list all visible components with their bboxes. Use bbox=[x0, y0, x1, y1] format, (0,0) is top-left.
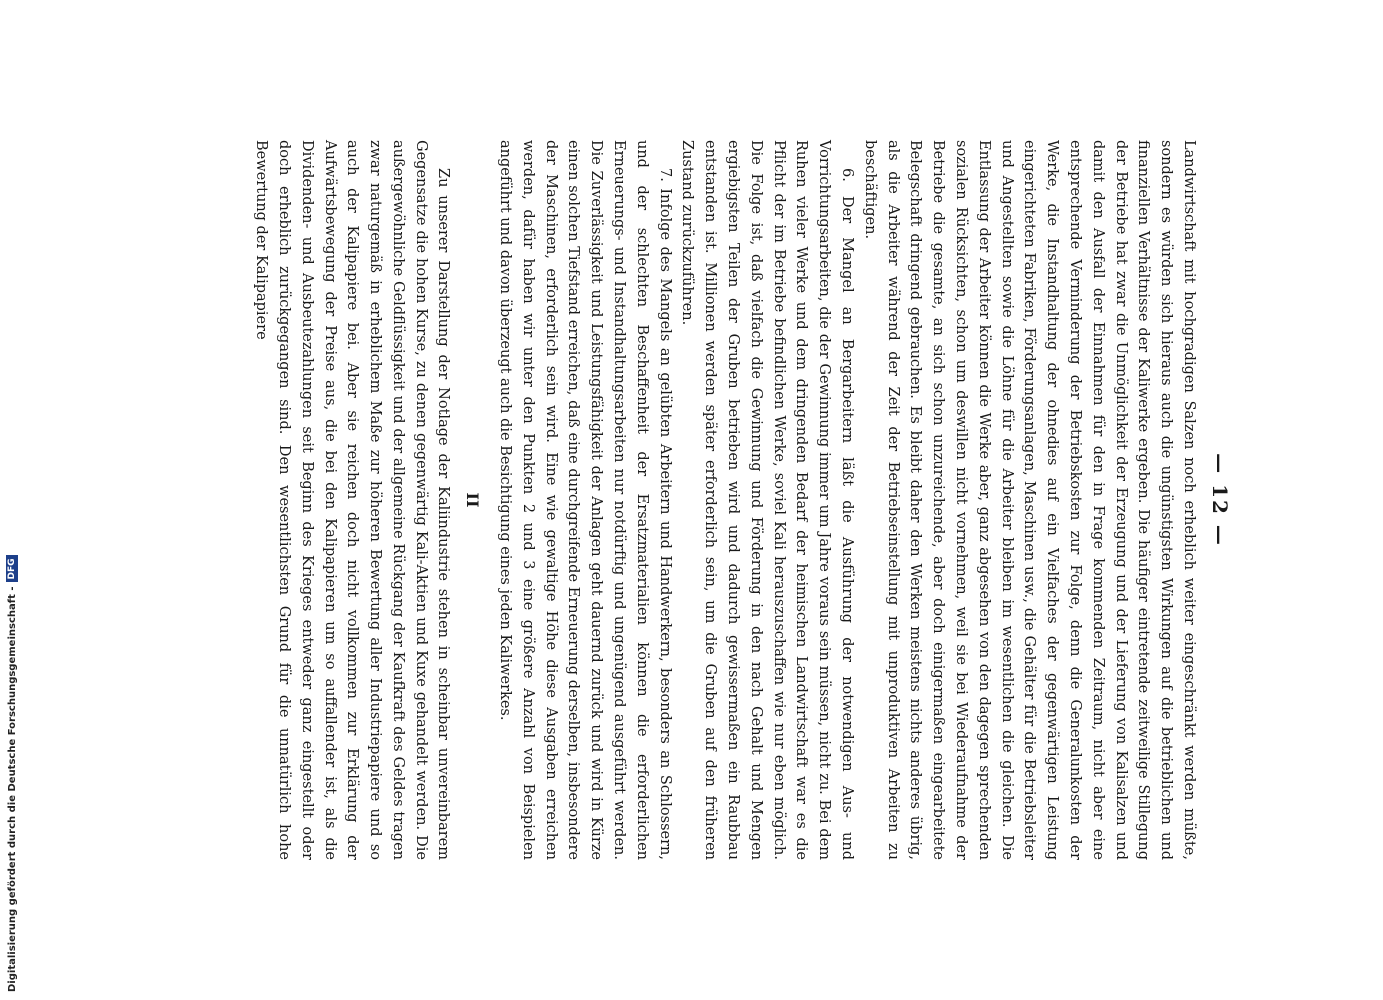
page-number: — 12 — bbox=[1208, 453, 1232, 547]
credit-text: Digitalisierung gefördert durch die Deutsche Forschungsgemeinschaft - bbox=[6, 586, 18, 992]
rotated-page-content bbox=[140, 140, 1240, 860]
section-paragraph: Zu unserer Darstellung der Notlage der Kaliindustrie stehen in scheinbar unvereinbarem Gegensatze die hohen Kurse, zu denen gegenwärtig Kali-Aktien und Kuxe gehandelt werden. Die außergewöhnliche Geldflüssigkeit und der allgemeine Rückgang der Kaufkraft des Geldes tragen zwar naturgemäß in erheblichem Maße zur höheren Bewertung aller Industriepapiere und so auch der Kalipapiere bei. Aber sie reichen doch nicht vollkommen zur Erklärung der Aufwärtsbewegung der Preise aus, die bei den Kalipapieren um so auffallender ist, als die Dividenden- und Ausbeutezahlungen seit Beginn des Krieges entweder ganz eingestellt oder doch erheblich zurückgegangen sind. Den wesentlichsten Grund für die unnatürlich hohe Bewertung der Kalipapiere bbox=[253, 140, 452, 860]
paragraph-2: 6. Der Mangel an Bergarbeitern läßt die Ausführung der notwendigen Aus- und Vorrichtungsarbeiten, die der Gewinnung immer um Jahre voraus sein müssen, nicht zu. Bei dem Ruhen vieler Werke und dem dringenden Bedarf der heimischen Landwirtschaft war es die Pflicht der im Betriebe befindlichen Werke, soviel Kali herauszuschaffen wie nur eben möglich. Die Folge ist, daß vielfach die Gewinnung und Förderung in den nach Gehalt und Mengen ergiebigsten Teilen der Gruben betrieben wird und dadurch gewissermaßen ein Raubbau entstanden ist. Millionen werden später erforderlich sein, um die Gruben auf den früheren Zustand zurückzuführen. bbox=[679, 140, 856, 860]
dfg-logo: DFG bbox=[6, 555, 18, 582]
digitization-credit bbox=[2, 558, 22, 992]
document-page bbox=[140, 140, 1240, 860]
text-column bbox=[249, 140, 1200, 860]
paragraph-3: 7. Infolge des Mangels an gelübten Arbeitern und Handwerkern, besonders an Schlossern, und der schlechten Beschaffenheit der Ersatzmaterialien können die erforderlichen Erneuerungs- und Instandhaltungsarbeiten nur notdürftig und ungenügend ausgeführt werden. Die Zuverlässigkeit und Leistungsfähigkeit der Anlagen geht dauernd zurück und wird in Kürze einen solchen Tiefstand erreichen, daß eine durchgreifende Erneuerung derselben, insbesondere der Maschinen, erforderlich sein wird. Eine wie gewaltige Höhe diese Ausgaben erreichen werden, dafür haben wir unter den Punkten 2 und 3 eine größere Anzahl von Beispielen angeführt und davon überzeugt auch die Besichtigung eines jeden Kaliwerkes. bbox=[497, 140, 673, 860]
paragraph-1: Landwirtschaft mit hochgradigen Salzen noch erheblich weiter eingeschränkt werden müßte, sondern es würden sich hieraus auch die ungünstigsten Wirkungen auf die betrieblichen und finanziellen Verhältnisse der Kaliwerke ergeben. Die häufiger eintretende zeitweilige Stillegung der Betriebe hat zwar die Unmöglichkeit der Erzeugung und der Lieferung von Kalisalzen und damit den Ausfall der Einnahmen für den in Frage kommenden Zeitraum, nicht aber eine entsprechende Verminderung der Betriebskosten zur Folge, denn die Generalunkosten der Werke, die Instandhaltung der ohnedies auf ein Vielfaches der gegenwärtigen Leistung eingerichteten Fabriken, Förderungsanlagen, Maschinen usw., die Gehälter für die Betriebsleiter und Angestellten sowie die Löhne für die Arbeiter bleiben im wesentlichen die gleichen. Die Entlassung der Arbeiter können die Werke aber, ganz abgesehen von den dagegen sprechenden sozialen Rücksichten, schon um deswillen nicht vornehmen, weil sie bei Wiederaufnahme der Betriebe die gesamte, an sich schon unzureichende, aber doch einigermaßen eingearbeitete Belegschaft dringend gebrauchen. Es bleibt daher den Werken meistens nichts anderes übrig, als die Arbeiter während der Zeit der Betriebseinstellung mit unproduktiven Arbeiten zu beschäftigen. bbox=[861, 140, 1197, 860]
section-heading: II bbox=[463, 492, 483, 508]
